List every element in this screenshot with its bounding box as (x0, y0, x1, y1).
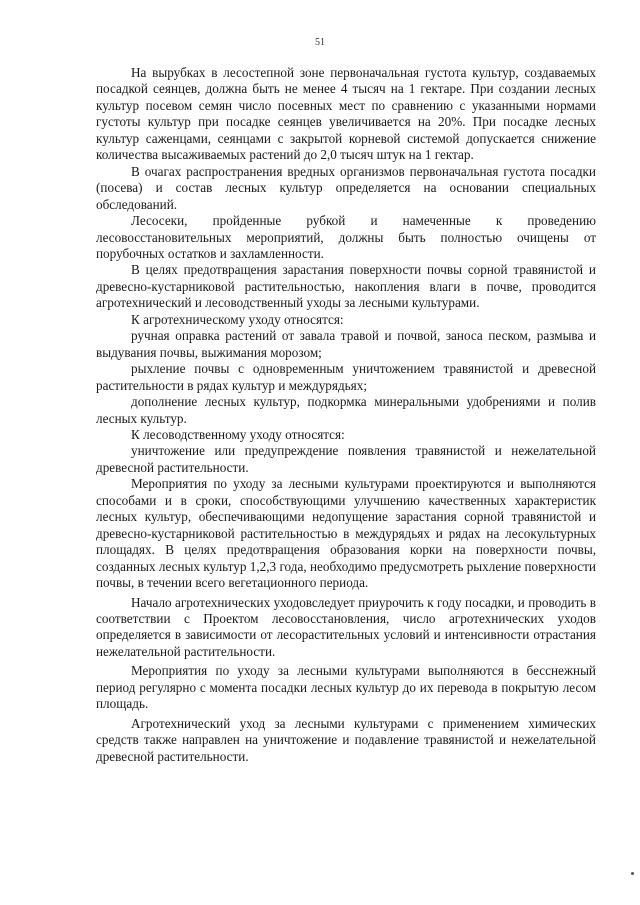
paragraph-care-measures: Мероприятия по уходу за лесными культурами проектируются и выполняются способами и в сроки, способствующими улучшению качественных характеристик лесных культур, обеспечивающими недопущение зарастания сорной травянистой и древесно-кустарниковой растительностью в междурядьях и рядах на лесокультурных площадях. В целях предотвращения образования корки на поверхности почвы, созданных лесных культур 1,2,3 года, необходимо предусмотреть рыхление поверхности почвы, в течении всего вегетационного периода. (96, 476, 596, 591)
scan-mark (631, 872, 634, 875)
paragraph-agrotech-item-1: ручная оправка растений от завала травой и почвой, заноса песком, размыва и выдувания почвы, выжимания морозом; (96, 328, 596, 360)
paragraph-care-start: Начало агротехнических уходовследует приурочить к году посадки, и проводить в соответствии с Проектом лесовосстановления, число агротехнических уходов определяется в зависимости от лесорастительных условий и интенсивности отрастания нежелательной растительности. (96, 594, 596, 659)
paragraph-chemical-care: Агротехнический уход за лесными культурами с применением химических средств также направлен на уничтожение и подавление травянистой и нежелательной древесной растительности. (96, 715, 596, 764)
paragraph-agrotech-item-2: рыхление почвы с одновременным уничтожением травянистой и древесной растительности в рядах культур и междурядьях; (96, 361, 596, 393)
paragraph-care-purpose: В целях предотвращения зарастания поверхности почвы сорной травянистой и древесно-кустарниковой растительностью, накопления влаги в почве, проводится агротехнический и лесоводственный уходы за лесными культурами. (96, 262, 596, 311)
paragraph-silvicultural-heading: К лесоводственному уходу относятся: (131, 426, 345, 442)
paragraph-agrotech-heading: К агротехническому уходу относятся: (131, 311, 344, 327)
paragraph-care-period: Мероприятия по уходу за лесными культурами выполняются в бесснежный период регулярно с момента посадки лесных культур до их перевода в покрытую лесом площадь. (96, 663, 596, 712)
paragraph-initial-density: На вырубках в лесостепной зоне первоначальная густота культур, создаваемых посадкой сеянцев, должна быть не менее 4 тысяч на 1 гектаре. При создании лесных культур посевом семян число посевных мест по сравнению с указанными нормами густоты культур при посадке сеянцев увеличивается на 20%. При посадке лесных культур саженцами, сеянцами с закрытой корневой системой допускается снижение количества высаживаемых растений до 2,0 тысяч штук на 1 гектар. (96, 65, 596, 163)
body-text (96, 65, 596, 765)
page-number: 51 (315, 37, 325, 48)
paragraph-agrotech-item-3: дополнение лесных культур, подкормка минеральными удобрениями и полив лесных культур. (96, 394, 596, 426)
paragraph-silvicultural-item-1: уничтожение или предупреждение появления травянистой и нежелательной древесной растительности. (96, 443, 596, 475)
paragraph-pest-outbreaks: В очагах распространения вредных организмов первоначальная густота посадки (посева) и состав лесных культур определяется на основании специальных обследований. (96, 163, 596, 212)
paragraph-cutting-areas: Лесосеки, пройденные рубкой и намеченные к проведению лесовосстановительных мероприятий, должны быть полностью очищены от порубочных остатков и захламленности. (96, 213, 596, 261)
